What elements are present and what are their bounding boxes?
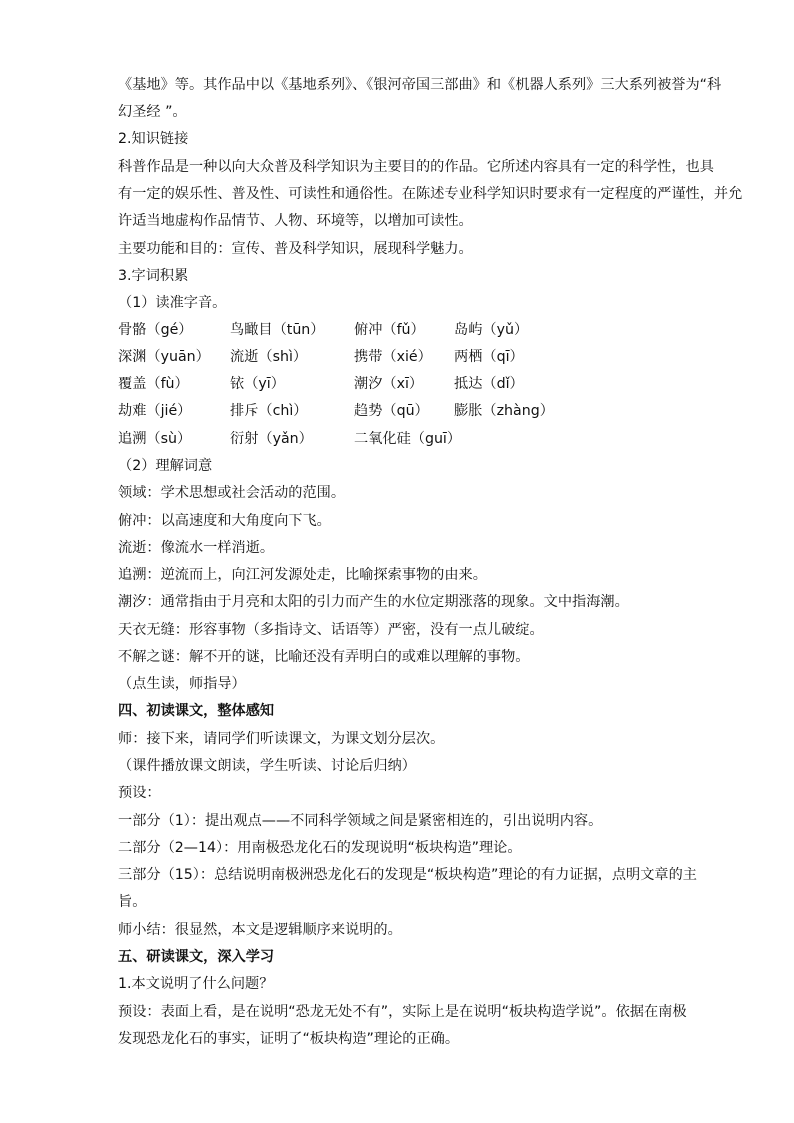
- vocab-word: 两栖（qī）: [454, 349, 524, 365]
- knowledge-heading: 2.知识链接: [118, 131, 189, 147]
- vocab-word: 追溯（sù）: [118, 431, 192, 447]
- vocab-word: 覆盖（fù）: [118, 376, 189, 392]
- intro-line-1: 《基地》等。其作品中以《基地系列》、《银河帝国三部曲》和《机器人系列》三大系列被誉为“科: [118, 77, 722, 93]
- vocab-word: 排斥（chì）: [230, 403, 308, 419]
- vocab-word: 潮汐（xī）: [354, 376, 424, 392]
- vocab-word: 流逝（shì）: [230, 349, 308, 365]
- section4-heading: 四、初读课文，整体感知: [118, 703, 275, 719]
- vocab-word: 俯冲（fǔ）: [354, 322, 425, 338]
- section4-part2: 二部分（2—14）：用南极恐龙化石的发现说明“板块构造”理论。: [118, 840, 522, 856]
- vocab-word: 劫难（jié）: [118, 403, 192, 419]
- knowledge-para1-line3: 许适当地虚构作品情节、人物、环境等，以增加可读性。: [118, 213, 473, 229]
- vocab-word: 趋势（qū）: [354, 403, 429, 419]
- definition: 俯冲：以高速度和大角度向下飞。: [118, 513, 331, 529]
- section5-heading: 五、研读课文，深入学习: [118, 949, 275, 965]
- vocab-word: 衍射（yǎn）: [230, 431, 313, 447]
- section4-teacher: 师：接下来，请同学们听读课文，为课文划分层次。: [118, 731, 445, 747]
- section4-preview: 预设：: [118, 785, 161, 801]
- vocab-word: 深渊（yuān）: [118, 349, 210, 365]
- section4-part1: 一部分（1）：提出观点——不同科学领域之间是紧密相连的，引出说明内容。: [118, 813, 603, 829]
- section4-part3-line1: 三部分（15）：总结说明南极洲恐龙化石的发现是“板块构造”理论的有力证据，点明文章的主: [118, 867, 697, 883]
- knowledge-para2: 主要功能和目的：宣传、普及科学知识，展现科学魅力。: [118, 241, 473, 257]
- section5-answer1-line1: 预设：表面上看，是在说明“恐龙无处不有”，实际上是在说明“板块构造学说”。依据在南极: [118, 1004, 687, 1020]
- vocab-word: 岛屿（yǔ）: [454, 322, 529, 338]
- definition: 追溯：逆流而上，向江河发源处走，比喻探索事物的由来。: [118, 567, 487, 583]
- vocab-sub1: （1）读准字音。: [118, 295, 227, 311]
- vocab-word: 骨骼（gé）: [118, 322, 193, 338]
- definition: 天衣无缝：形容事物（多指诗文、话语等）严密，没有一点儿破绽。: [118, 622, 544, 638]
- vocab-word: 膨胀（zhàng）: [454, 403, 554, 419]
- knowledge-para1-line2: 有一定的娱乐性、普及性、可读性和通俗性。在陈述专业科学知识时要求有一定程度的严谨性，并允: [118, 186, 743, 202]
- section4-activity: （课件播放课文朗读，学生听读、讨论后归纳）: [118, 758, 416, 774]
- section4-part3-line2: 旨。: [118, 894, 147, 910]
- section4-summary: 师小结：很显然，本文是逻辑顺序来说明的。: [118, 922, 402, 938]
- intro-line-2: 幻圣经 ”。: [118, 104, 187, 120]
- vocab-note: （点生读，师指导）: [118, 676, 246, 692]
- definition: 不解之谜：解不开的谜，比喻还没有弄明白的或难以理解的事物。: [118, 649, 530, 665]
- knowledge-para1-line1: 科普作品是一种以向大众普及科学知识为主要目的的作品。它所述内容具有一定的科学性，也具: [118, 159, 714, 175]
- definition: 领域：学术思想或社会活动的范围。: [118, 485, 346, 501]
- section5-answer1-line2: 发现恐龙化石的事实，证明了“板块构造”理论的正确。: [118, 1031, 460, 1047]
- vocab-word: 携带（xié）: [354, 349, 432, 365]
- vocab-word: 抵达（dǐ）: [454, 376, 524, 392]
- definition: 流逝：像流水一样消逝。: [118, 540, 275, 556]
- vocab-word: 鸟瞰目（tūn）: [230, 322, 325, 338]
- definition: 潮汐：通常指由于月亮和太阳的引力而产生的水位定期涨落的现象。文中指海潮。: [118, 594, 629, 610]
- vocab-sub2: （2）理解词意: [118, 458, 213, 474]
- vocab-word: 铱（yī）: [230, 376, 285, 392]
- section5-question1: 1.本文说明了什么问题？: [118, 976, 274, 992]
- vocab-heading: 3.字词积累: [118, 268, 189, 284]
- vocab-word: 二氧化硅（guī）: [354, 431, 462, 447]
